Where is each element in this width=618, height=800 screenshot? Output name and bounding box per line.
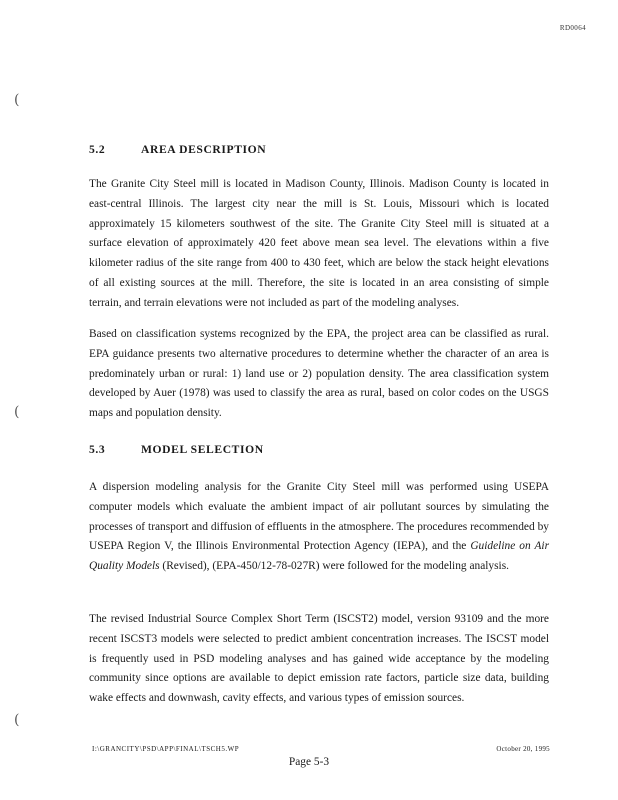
punch-hole-mark-top: ( [14,92,20,108]
section-number: 5.3 [89,443,106,456]
page-number: Page 5-3 [288,756,330,768]
footer-date: October 20, 1995 [496,745,550,753]
area-description-paragraph-2: Based on classification systems recognized by the EPA, the project area can be classified as rural. EPA guidance presents two alternative procedures to determine whether the character of an area is predominately urban or rural: 1) land use or 2) population density. The area classification system developed by Auer (1978) was used to classify the area as rural, based on color codes on the USGS maps and population density. [89,328,549,420]
area-description-paragraph-1: The Granite City Steel mill is located in Madison County, Illinois. Madison County is located in east-central Illinois. The largest city near the mill is St. Louis, Missouri which is located approximately 15 kilometers southwest of the site. The Granite City Steel mill is situated at a surface elevation of approximately 420 feet above mean sea level. The elevations within a five kilometer radius of the site range from 400 to 430 feet, which are below the stack height elevations of all existing sources at the mill. Therefore, the site is located in an area consisting of simple terrain, and terrain elevations were not included as part of the modeling analyses. [89,178,549,309]
footer-file-path: I:\GRANCITY\PSD\APP\FINAL\TSCH5.WP [92,745,240,753]
model-selection-paragraph-1 [89,478,549,577]
guideline-title: Guideline on Air Quality Models [89,540,549,573]
text-run: A dispersion modeling analysis for the Granite City Steel mill was performed using USEPA computer models which evaluate the ambient impact of air pollutant sources by simulating the processes of transport and diffusion of effluents in the atmosphere. The procedures recommended by USEPA Region V, the Illinois Environmental Protection Agency (IEPA), and the [89,481,549,553]
section-title: AREA DESCRIPTION [141,143,267,156]
punch-hole-mark-bottom: ( [14,712,20,728]
document-id: RD0064 [559,24,586,32]
punch-hole-mark-middle: ( [14,404,20,420]
text-run: (Revised), (EPA-450/12-78-027R) were followed for the modeling analysis. [159,560,510,573]
section-heading-5-3 [89,443,264,456]
section-heading-5-2 [89,143,266,156]
model-selection-paragraph-2: The revised Industrial Source Complex Short Term (ISCST2) model, version 93109 and the more recent ISCST3 models were selected to predict ambient concentration increases. The ISCST model is frequently used in PSD modeling analyses and has gained wide acceptance by the modeling community since options are available to depict emission rate factors, particle size data, building wake effects and downwash, cavity effects, and various types of emission sources. [89,613,549,705]
section-number: 5.2 [89,143,106,156]
section-title: MODEL SELECTION [141,443,264,456]
